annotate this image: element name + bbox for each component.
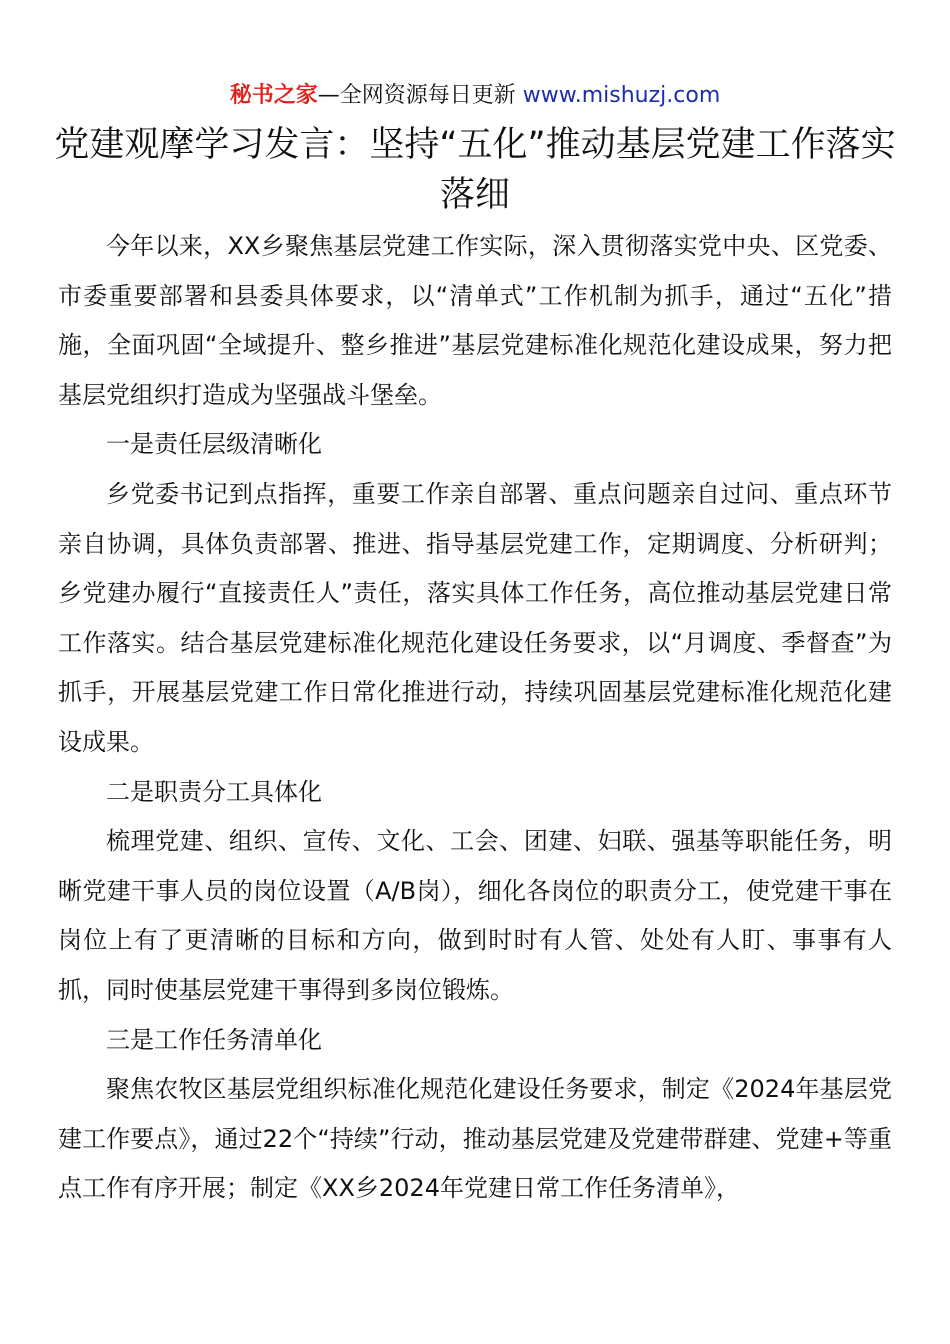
section-paragraph-1: 乡党委书记到点指挥，重要工作亲自部署、重点问题亲自过问、重点环节亲自协调，具体负责部署、推进、指导基层党建工作，定期调度、分析研判；乡党建办履行“直接责任人”责任，落实具体工作任务，高位推动基层党建日常工作落实。结合基层党建标准化规范化建设任务要求，以“月调度、季督查”为抓手，开展基层党建工作日常化推进行动，持续巩固基层党建标准化规范化建设成果。	[58, 479, 892, 756]
section-paragraph-3: 聚焦农牧区基层党组织标准化规范化建设任务要求，制定《2024年基层党建工作要点》，通过22个“持续”行动，推动基层党建及党建带群建、党建+等重点工作有序开展；制定《XX乡2024年党建日常工作任务清单》，	[58, 1075, 892, 1203]
banner-slogan: —全网资源每日更新	[317, 83, 516, 108]
document-body	[58, 222, 892, 1214]
intro-paragraph: 今年以来，XX乡聚焦基层党建工作实际，深入贯彻落实党中央、区党委、市委重要部署和县委具体要求，以“清单式”工作机制为抓手，通过“五化”措施，全面巩固“全域提升、整乡推进”基层党建标准化规范化建设成果，努力把基层党组织打造成为坚强战斗堡垒。	[58, 232, 892, 409]
site-banner	[0, 80, 950, 112]
section-heading-1: 一是责任层级清晰化	[106, 430, 322, 459]
section-heading-2: 二是职责分工具体化	[106, 777, 322, 806]
banner-url-link[interactable]: www.mishuzj.com	[522, 83, 721, 108]
section-paragraph-2: 梳理党建、组织、宣传、文化、工会、团建、妇联、强基等职能任务，明晰党建干事人员的岗位设置（A/B岗），细化各岗位的职责分工，使党建干事在岗位上有了更清晰的目标和方向，做到时时有人管、处处有人盯、事事有人抓，同时使基层党建干事得到多岗位锻炼。	[58, 827, 892, 1004]
section-heading-3: 三是工作任务清单化	[106, 1025, 322, 1054]
document-title: 党建观摩学习发言：坚持“五化”推动基层党建工作落实落细	[54, 125, 896, 215]
banner-brand: 秘书之家	[229, 83, 318, 108]
